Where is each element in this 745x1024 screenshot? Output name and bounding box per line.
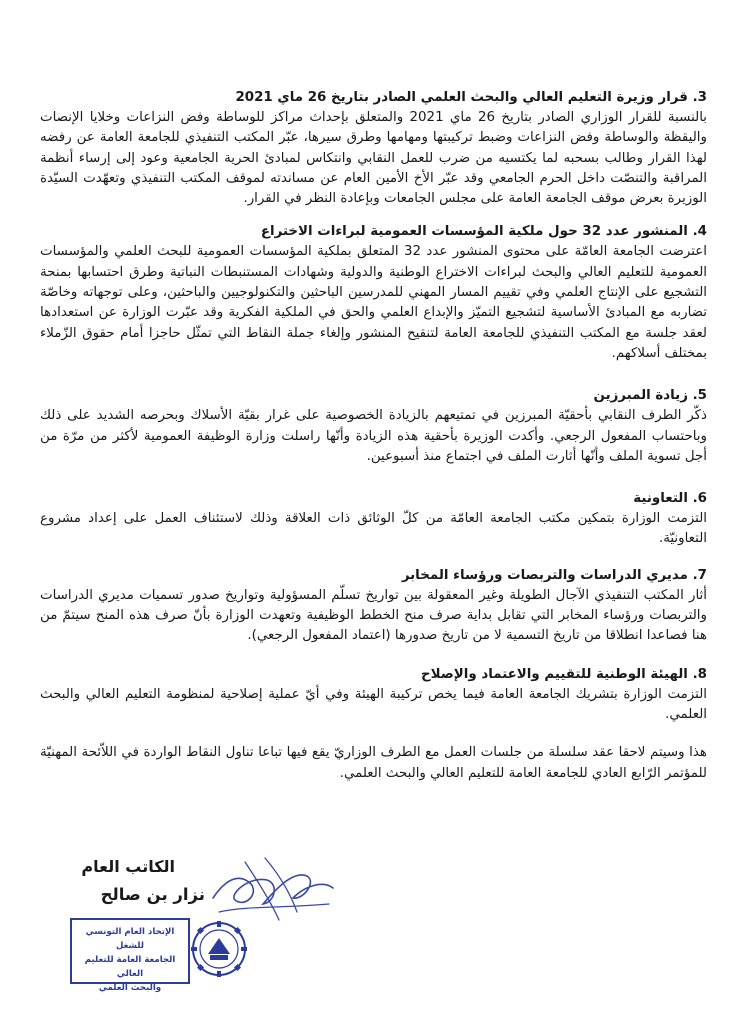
handwritten-signature	[205, 850, 340, 925]
stamp-line: والبحث العلمي	[98, 983, 162, 993]
signatory-title: الكاتب العام	[81, 857, 175, 876]
section-paragraph: التزمت الوزارة بتمكين مكتب الجامعة العامّة من كلّ الوثائق ذات العلاقة وذلك لاستئناف العمل على إعداد مشروع التعاونيّة.	[40, 511, 707, 547]
section-4	[40, 222, 707, 364]
section-title: التعاونية	[633, 491, 688, 507]
section-5	[40, 386, 707, 467]
section-paragraph: ذكّر الطرف النقابي بأحقيّة المبرزين في تمتيعهم بالزيادة الخصوصية على غرار بقيّة الأسلاك وبحرصه الشديد على ذلك وباحتساب المفعول الرجعي. وأكدت الوزيرة بأحقية هذه الزيادة وأنّها راسلت وزارة الوظيفة العمومية لأكثر من مرّة من أجل تسوية الملف وأنّها أثارت الملف في اجتماع منذ أسبوعين.	[40, 408, 707, 464]
section-heading	[40, 489, 707, 509]
section-paragraph: اعترضت الجامعة العامّة على محتوى المنشور عدد 32 المتعلق بملكية المؤسسات العمومية للبحث العلمي والمؤسسات العمومية للتعليم العالي والبحث لبراءات الاختراع الوطنية والدولية وشهادات المستنبطات النباتية وطرق احتسابها بمنحة التشجيع على الإنتاج العلمي وفي تقييم المسار المهني للمدرسين الباحثين والتكنولوجيين والباحثين، وعلى توجهاته وخاصّة تضاربه مع المبادئ الأساسية لتشجيع التميّز والإبداع العلمي والحق في الملكية الفكرية وقد عبّرت الوزارة عن استعدادها لعقد جلسة مع المكتب التنفيذي للجامعة العامة لتنقيح المنشور وإلغاء جملة النقاط التي تمثّل حاجزا أمام حقوق الزّملاء بمختلف أسلاكهم.	[40, 244, 707, 361]
section-number: 4.	[692, 224, 707, 240]
signature-block	[30, 855, 205, 907]
section-number: 7.	[692, 567, 707, 583]
section-title: قرار وزيرة التعليم العالي والبحث العلمي الصادر بتاريخ 26 ماي 2021	[235, 90, 688, 105]
section-heading	[40, 566, 707, 586]
closing-paragraph: هذا وسيتم لاحقا عقد سلسلة من جلسات العمل مع الطرف الوزاريّ يقع فيها تباعا تناول النقاط الواردة في اللاّئحة المهنيّة للمؤتمر الرّابع العادي للجامعة العامة للتعليم العالي والبحث العلمي.	[40, 745, 707, 781]
official-stamp	[70, 918, 240, 993]
section-paragraph: أثار المكتب التنفيذي الآجال الطويلة وغير المعقولة بين تواريخ تسلّم المسؤولية وتواريخ صدور تسميات مديري الدراسات والتربصات ورؤساء المخابر التي تقابل بداية صرف منح الخطط الوظيفية وتعهدت الوزارة بأنّ صرف هذه المنح سيتمّ من هنا فصاعدا انطلاقا من تاريخ التسمية لا من تاريخ صدورها (اعتماد المفعول الرجعي).	[40, 587, 707, 644]
section-paragraph: التزمت الوزارة بتشريك الجامعة العامة فيما يخص تركيبة الهيئة وفي أيّ عملية إصلاحية لمنظومة التعليم العالي والبحث العلمي.	[40, 686, 707, 722]
section-number: 5.	[692, 388, 707, 404]
section-heading	[40, 386, 707, 406]
section-number: 8.	[692, 666, 707, 682]
section-8	[40, 665, 707, 726]
section-paragraph: بالنسبة للقرار الوزاري الصادر بتاريخ 26 ماي 2021 والمتعلق بإحداث مراكز للوساطة وفض النزاعات وخلايا الإنصات واليقظة والوساطة وفض النزاعات وضبط تركيبتها ومهامها وطرق سيرها، عبّر المكتب التنفيذي للجامعة العامة عن رفضه لهذا القرار وطالب بسحبه لما يكتسيه من ضرب للعمل النقابي وانتكاس لمبادئ الحرية الجامعية وعود إلى إرساء أنظمة المراقبة والتنصّت داخل الحرم الجامعي وقد عبّر الأخ الأمين العام عن مساندته لموقف المكتب التنفيذي وتعهّدت السيّدة الوزيرة بعرض موقف الجامعة العامة على مجلس الجامعات وبإعادة النظر في القرار.	[40, 110, 708, 207]
stamp-line: الجامعة العامة للتعليم العالي	[84, 955, 176, 979]
section-title: المنشور عدد 32 حول ملكية المؤسسات العمومية لبراءات الاختراع	[260, 224, 688, 240]
document-body	[40, 88, 707, 784]
section-title: زيادة المبرزين	[593, 388, 688, 404]
union-emblem-icon	[190, 920, 248, 978]
stamp-line: الإتحاد العام التونسي للشغل	[85, 927, 175, 951]
section-number: 6.	[692, 491, 707, 507]
section-6	[40, 489, 707, 550]
section-title: مديري الدراسات والتربصات ورؤساء المخابر	[401, 567, 688, 583]
section-title: الهيئة الوطنية للتقييم والاعتماد والإصلاح	[421, 666, 688, 682]
section-3	[40, 88, 707, 209]
section-number: 3.	[692, 90, 707, 105]
stamp-text-box	[70, 918, 190, 993]
section-7	[40, 566, 707, 647]
section-heading	[40, 665, 707, 685]
section-heading	[40, 88, 707, 108]
section-heading	[40, 222, 707, 242]
signatory-name: نزار بن صالح	[100, 885, 205, 904]
